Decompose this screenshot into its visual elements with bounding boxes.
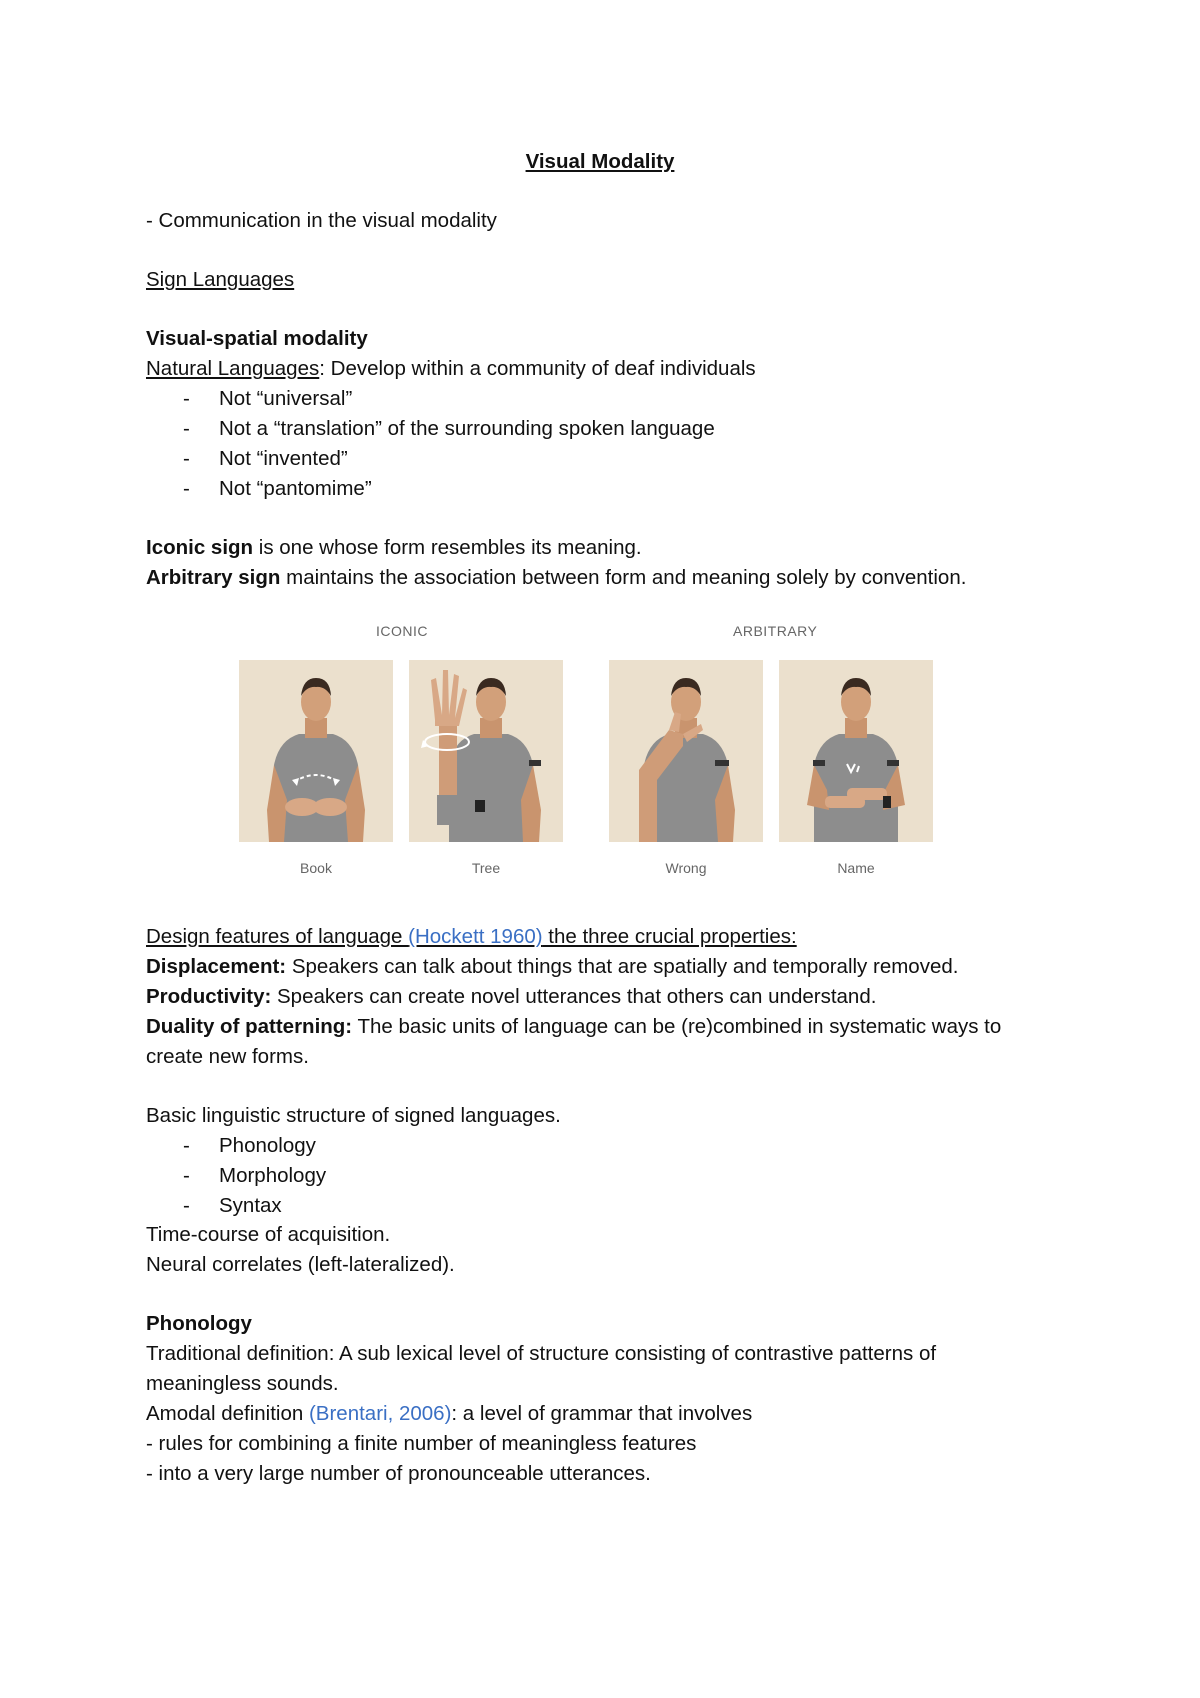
natural-bullet-3: Not “invented”: [219, 447, 348, 470]
natural-languages-term: Natural Languages: [146, 357, 320, 380]
design-features-post: the three crucial properties:: [542, 925, 797, 948]
page-title: Visual Modality: [525, 150, 675, 173]
natural-languages-line: [146, 354, 756, 384]
bullet-dash: -: [183, 1134, 190, 1157]
design-features-heading: [146, 922, 797, 952]
figure-iconic-label: ICONIC: [376, 623, 428, 639]
sign-photo-tree: [409, 660, 563, 842]
amodal-post: : a level of grammar that involves: [451, 1402, 753, 1425]
displacement-text: Speakers can talk about things that are spatially and temporally removed.: [286, 955, 959, 978]
duality-line-2: create new forms.: [146, 1045, 309, 1068]
design-features-pre: Design features of language: [146, 925, 409, 948]
productivity-line: [146, 982, 876, 1012]
iconic-sign-term: Iconic sign: [146, 536, 254, 559]
phonology-rule-1: - rules for combining a finite number of meaningless features: [146, 1432, 697, 1455]
phonology-heading: Phonology: [146, 1312, 252, 1335]
duality-term: Duality of patterning:: [146, 1015, 353, 1038]
iconic-sign-line: [146, 533, 642, 563]
structure-bullet-1: Phonology: [219, 1134, 316, 1157]
visual-spatial-heading: Visual-spatial modality: [146, 327, 368, 350]
bullet-dash: -: [183, 447, 190, 470]
basic-structure-heading: Basic linguistic structure of signed languages.: [146, 1104, 561, 1127]
natural-bullet-4: Not “pantomime”: [219, 477, 372, 500]
bullet-dash: -: [183, 1164, 190, 1187]
arbitrary-sign-text: maintains the association between form and meaning solely by convention.: [280, 566, 967, 589]
sign-photo-book: [239, 660, 393, 842]
figure-arbitrary-label: ARBITRARY: [733, 623, 818, 639]
bullet-dash: -: [183, 1194, 190, 1217]
time-course-line: Time-course of acquisition.: [146, 1223, 391, 1246]
arbitrary-sign-term: Arbitrary sign: [146, 566, 281, 589]
traditional-definition: Traditional definition: A sub lexical level of structure consisting of contrastive patterns of: [146, 1342, 937, 1365]
productivity-text: Speakers can create novel utterances that others can understand.: [271, 985, 877, 1008]
traditional-definition-2: meaningless sounds.: [146, 1372, 339, 1395]
intro-line: - Communication in the visual modality: [146, 209, 497, 232]
bullet-dash: -: [183, 477, 190, 500]
displacement-term: Displacement:: [146, 955, 287, 978]
structure-bullet-3: Syntax: [219, 1194, 282, 1217]
amodal-definition-line: [146, 1399, 752, 1429]
duality-text: The basic units of language can be (re)combined in systematic ways to: [352, 1015, 1002, 1038]
sign-photo-wrong: [609, 660, 763, 842]
structure-bullet-2: Morphology: [219, 1164, 327, 1187]
displacement-line: [146, 952, 958, 982]
iconic-sign-text: is one whose form resembles its meaning.: [253, 536, 642, 559]
sign-languages-heading: Sign Languages: [146, 268, 295, 291]
caption-tree: Tree: [471, 860, 501, 876]
bullet-dash: -: [183, 417, 190, 440]
amodal-pre: Amodal definition: [146, 1402, 309, 1425]
caption-book: Book: [300, 860, 332, 876]
hockett-citation-link[interactable]: (Hockett 1960): [408, 925, 543, 948]
bullet-dash: -: [183, 387, 190, 410]
natural-bullet-1: Not “universal”: [219, 387, 353, 410]
phonology-rule-2: - into a very large number of pronounceable utterances.: [146, 1462, 651, 1485]
caption-name: Name: [837, 860, 875, 876]
caption-wrong: Wrong: [665, 860, 707, 876]
sign-photo-name: [779, 660, 933, 842]
arbitrary-sign-line: [146, 563, 966, 593]
brentari-citation-link[interactable]: (Brentari, 2006): [308, 1402, 452, 1425]
duality-line: [146, 1012, 1001, 1042]
natural-bullet-2: Not a “translation” of the surrounding spoken language: [219, 417, 715, 440]
natural-languages-text: : Develop within a community of deaf individuals: [319, 357, 756, 380]
neural-correlates-line: Neural correlates (left-lateralized).: [146, 1253, 455, 1276]
productivity-term: Productivity:: [146, 985, 272, 1008]
